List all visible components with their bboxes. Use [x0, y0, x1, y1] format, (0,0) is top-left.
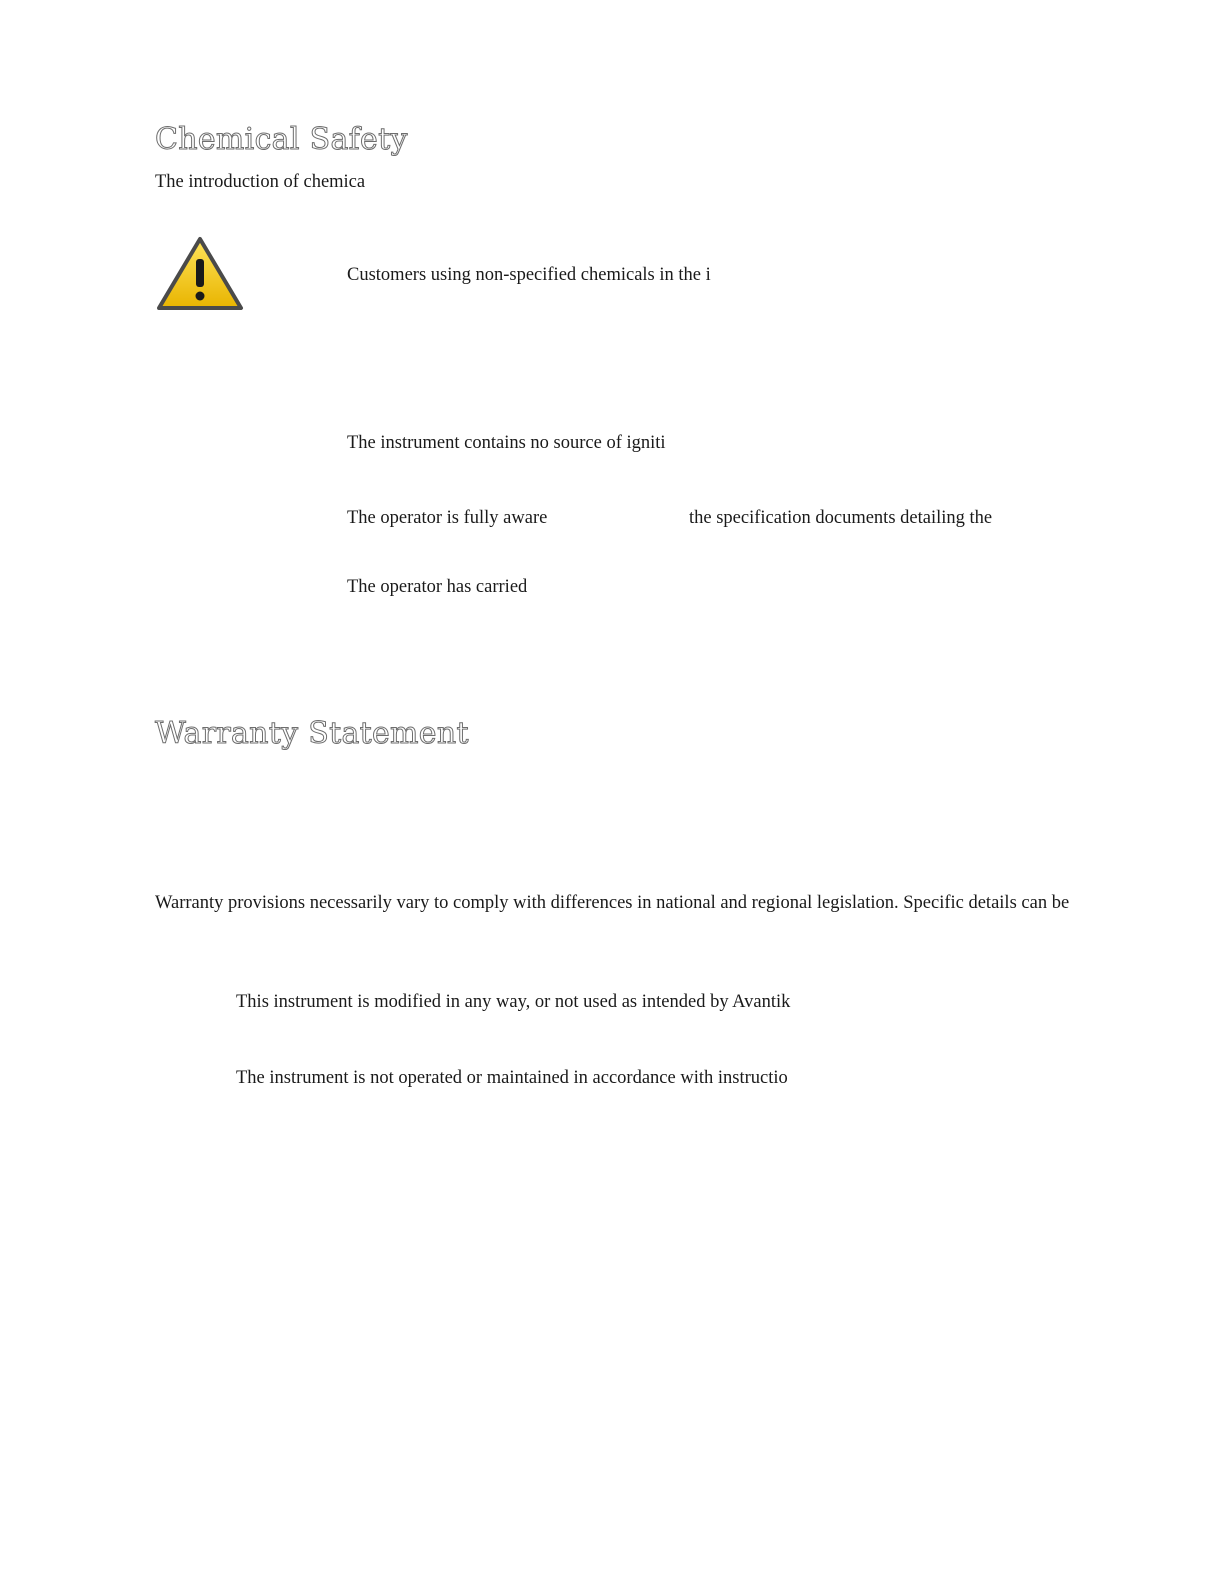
warranty-exclusion-modified: This instrument is modified in any way, or not used as intended by Avantik [236, 992, 791, 1012]
chemical-safety-intro: The introduction of chemica [155, 172, 366, 192]
warranty-exclusion-maintenance: The instrument is not operated or maintained in accordance with instructio [236, 1068, 788, 1088]
condition-operator-aware: The operator is fully aware [347, 508, 548, 528]
warning-triangle-icon [156, 235, 244, 313]
warning-text: Customers using non-specified chemicals in the i [347, 265, 711, 285]
chemical-safety-heading: Chemical Safety [155, 122, 408, 157]
warranty-heading: Warranty Statement [155, 716, 469, 751]
condition-ignition: The instrument contains no source of igniti [347, 433, 666, 453]
warranty-intro: Warranty provisions necessarily vary to comply with differences in national and regional legislation. Specific details can be [155, 893, 1070, 913]
condition-operator-carried: The operator has carried [347, 577, 528, 597]
condition-specification-documents: the specification documents detailing the [689, 508, 993, 528]
